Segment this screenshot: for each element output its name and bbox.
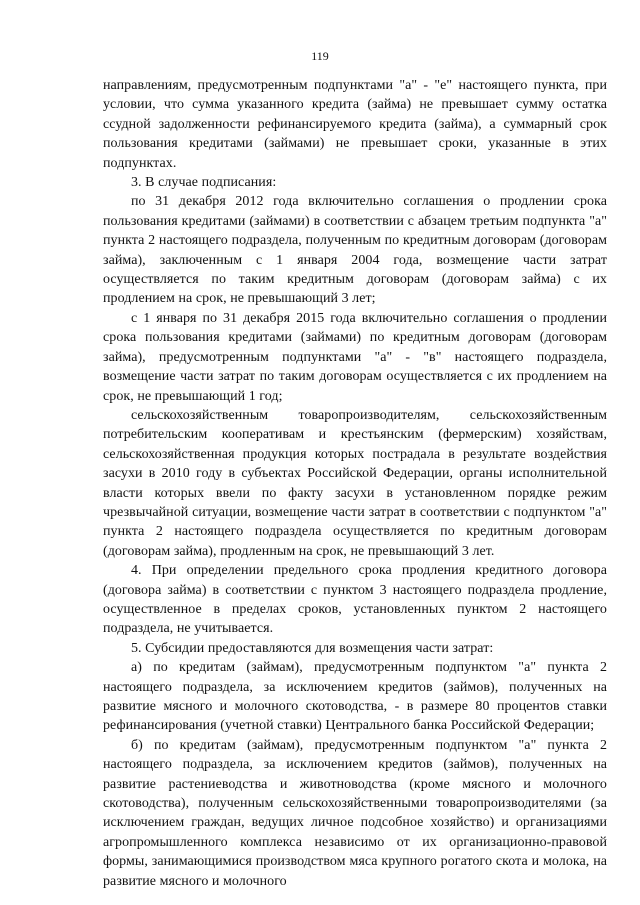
paragraph-item-5b: б) по кредитам (займам), предусмотренным подпунктом "а" пункта 2 настоящего подраздела, за исключением кредитов (займов), полученных на развитие растениеводства и животноводства (кроме мясного и молочного скотоводства), полученным сельскохозяйственными товаропроизводителями (за исключением граждан, ведущих личное подсобное хозяйство) и организациями агропромышленного комплекса независимо от их организационно-правовой формы, занимающимися производством мяса крупного рогатого скота и молока, на развитие мясного и молочного [103,737,607,889]
paragraph-item-3-2012: по 31 декабря 2012 года включительно соглашения о продлении срока пользования кредитами (займами) в соответствии с абзацем третьим подпункта "а" пункта 2 настоящего подраздела, полученным по кредитным договорам (договорам займа), заключенным с 1 января 2004 года, возмещение части затрат осуществляется по таким кредитным договорам (договорам займа) с их продлением на срок, не превышающий 3 лет; [103,194,607,307]
paragraph-item-5a: а) по кредитам (займам), предусмотренным подпунктом "а" пункта 2 настоящего подраздела, за исключением кредитов (займов), полученных на развитие мясного и молочного скотоводства, - в размере 80 процентов ставки рефинансирования (учетной ставки) Центрального банка Российской Федерации; [103,660,607,734]
paragraph-item-3-drought: сельскохозяйственным товаропроизводителям, сельскохозяйственным потребительским кооперативам и крестьянским (фермерским) хозяйствам, сельскохозяйственная продукция которых пострадала в результате воздействия засухи в 2010 году в субъектах Российской Федерации, органы исполнительной власти которых ввели по факту засухи в установленном порядке режим чрезвычайной ситуации, возмещение части затрат в соответствии с подпунктом "а" пункта 2 настоящего подраздела осуществляется по кредитным договорам (договорам займа), продленным на срок, не превышающий 3 лет. [103,407,607,559]
paragraph-continuation: направлениям, предусмотренным подпунктами "а" - "е" настоящего пункта, при условии, что сумма указанного кредита (займа) не превышает сумму остатка ссудной задолженности рефинансируемого кредита (займа), а суммарный срок пользования кредитами (займами) не превышает сроки, указанные в этих подпунктах. [103,78,607,171]
document-body [103,76,607,891]
paragraph-item-3-heading: 3. В случае подписания: [131,175,277,191]
page-number: 119 [311,49,329,63]
paragraph-item-5-heading: 5. Субсидии предоставляются для возмещения части затрат: [131,640,494,656]
paragraph-item-3-2015: с 1 января по 31 декабря 2015 года включительно соглашения о продлении срока пользования кредитами (займами) по кредитным договорам (договорам займа), предусмотренным подпунктами "а" - "в" настоящего подраздела, возмещение части затрат по таким договорам осуществляется с их продлением на срок, не превышающий 1 год; [103,310,607,404]
paragraph-item-4: 4. При определении предельного срока продления кредитного договора (договора займа) в соответствии с пунктом 3 настоящего подраздела продление, осуществленное в пределах сроков, установленных пунктом 2 настоящего подраздела, не учитывается. [103,563,607,637]
